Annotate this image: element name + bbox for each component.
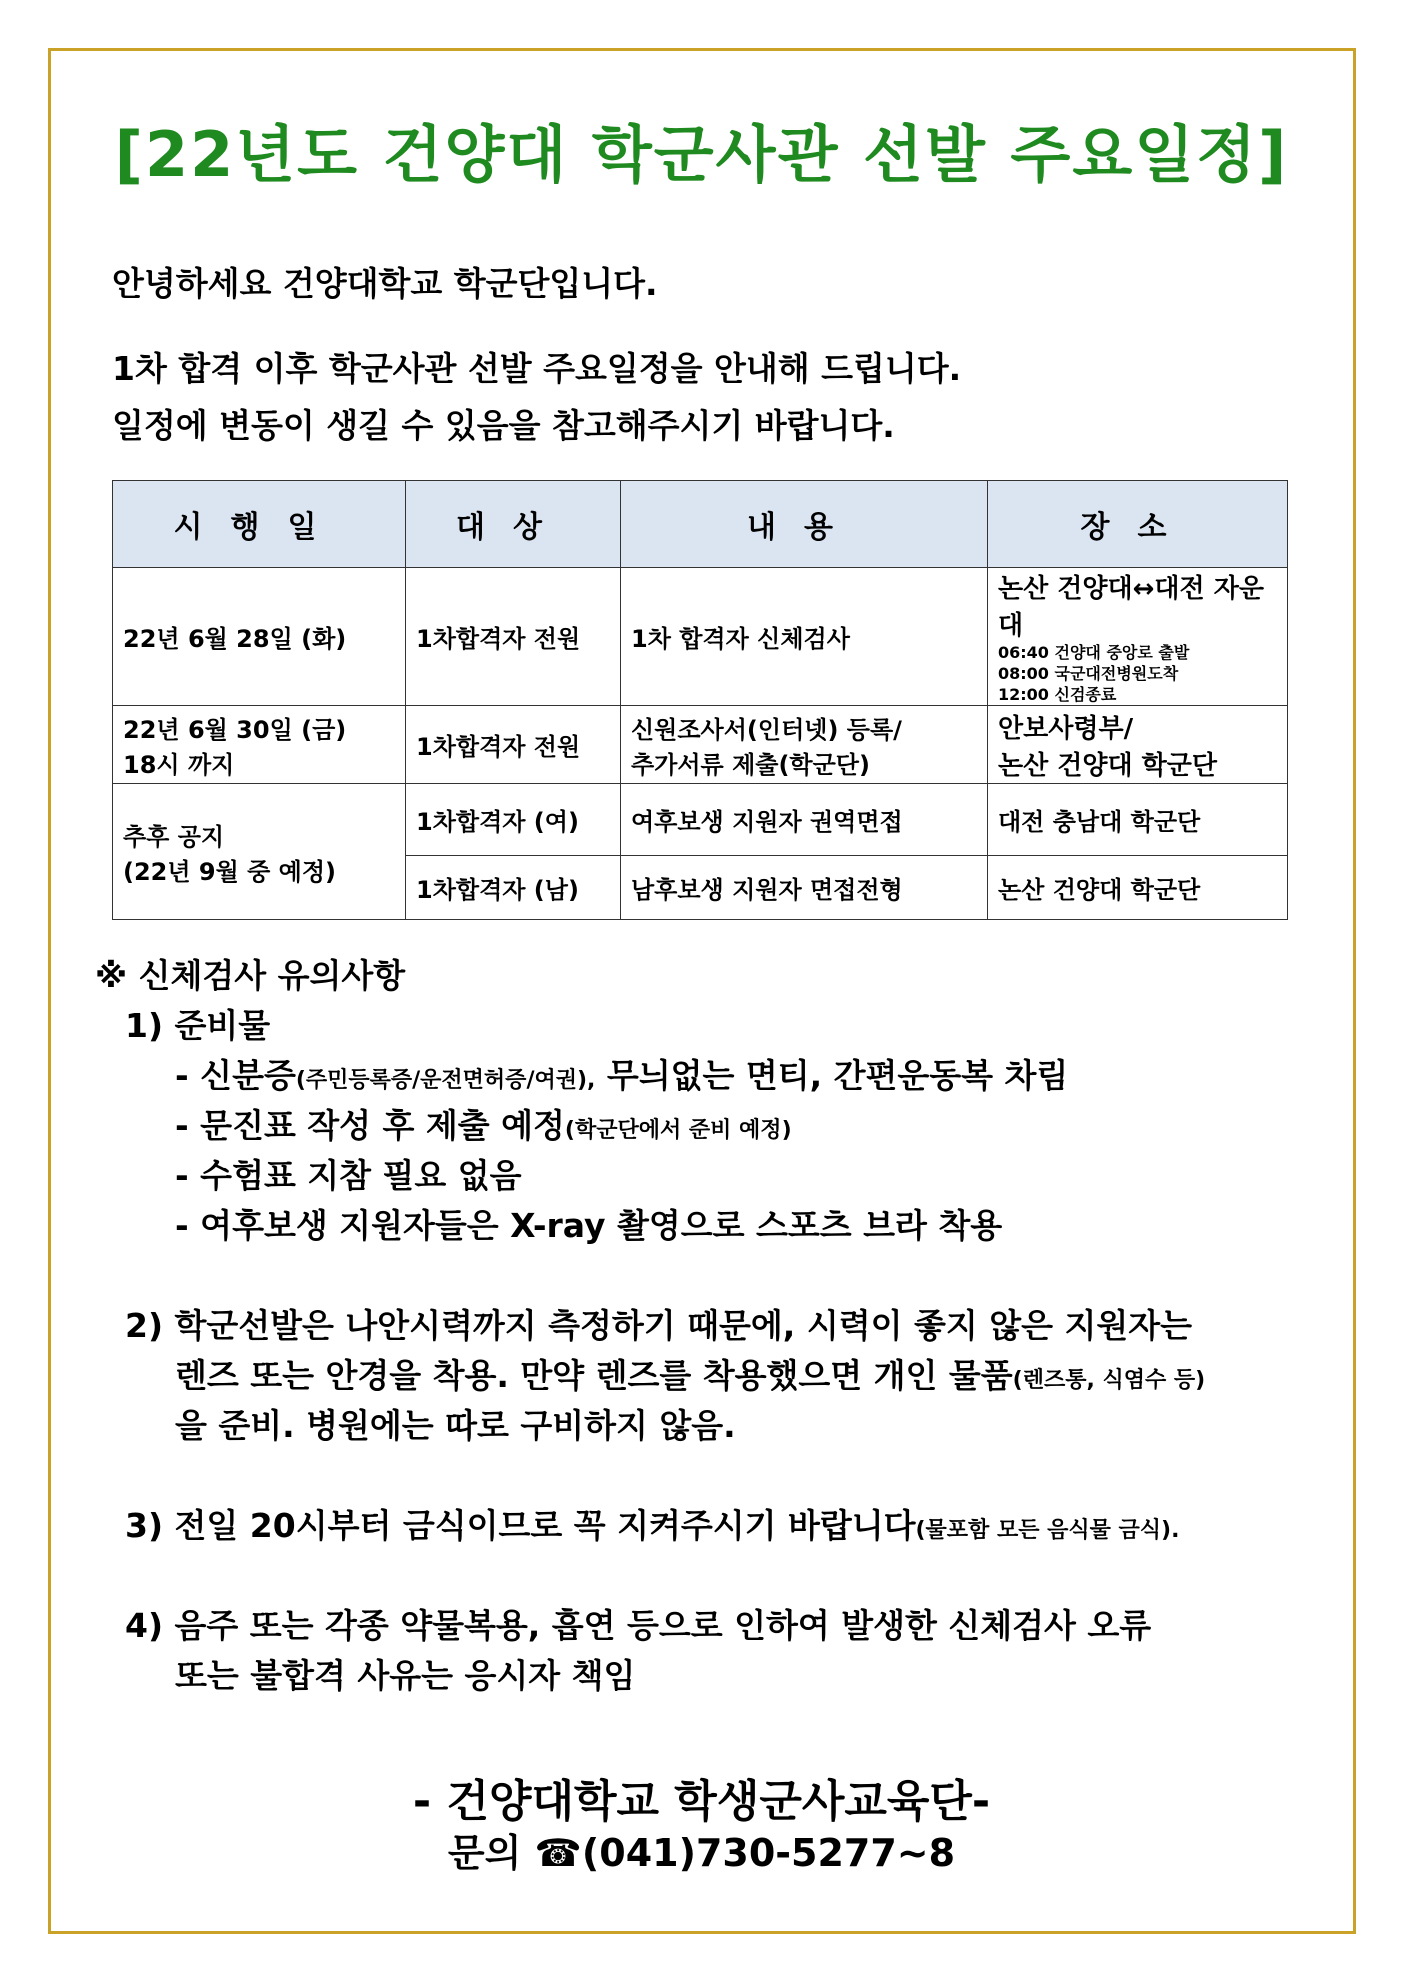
cell-target: 1차합격자 (여) xyxy=(406,784,621,856)
table-row xyxy=(113,706,1288,784)
notes-item-3 xyxy=(125,1500,1179,1547)
footer-organization: - 건양대학교 학생군사교육단- xyxy=(412,1776,991,1827)
cell-place: 대전 충남대 학군단 xyxy=(988,784,1288,856)
date-line-1: 추후 공지 xyxy=(123,822,225,851)
intro-greeting: 안녕하세요 건양대학교 학군단입니다. xyxy=(112,264,658,303)
notes-item-2-line-3: 을 준비. 병원에는 따로 구비하지 않음. xyxy=(175,1406,736,1445)
date-line-2: (22년 9월 중 예정) xyxy=(123,857,337,886)
cell-content: 남후보생 지원자 면접전형 xyxy=(621,856,988,920)
notes-item-2-line-2 xyxy=(175,1350,1205,1397)
note-text: - 문진표 작성 후 제출 예정 xyxy=(175,1106,565,1145)
date-line-2: 18시 까지 xyxy=(123,750,235,779)
note-text: - 신분증 xyxy=(175,1056,296,1095)
intro-line-2: 1차 합격 이후 학군사관 선발 주요일정을 안내해 드립니다. xyxy=(112,349,962,388)
cell-date xyxy=(113,784,406,920)
cell-target: 1차합격자 (남) xyxy=(406,856,621,920)
page-title: [22년도 건양대 학군사관 선발 주요일정] xyxy=(114,118,1289,191)
note-small-text: (학군단에서 준비 예정) xyxy=(564,1118,792,1143)
date-line-1: 22년 6월 30일 (금) xyxy=(123,715,347,744)
cell-content: 1차 합격자 신체검사 xyxy=(621,568,988,706)
footer-contact: 문의 ☎(041)730-5277~8 xyxy=(447,1831,956,1875)
notes-item-1-d: - 여후보생 지원자들은 X-ray 촬영으로 스포츠 브라 착용 xyxy=(175,1206,1003,1245)
header-place: 장소 xyxy=(988,481,1288,568)
notes-item-4-line-2: 또는 불합격 사유는 응시자 책임 xyxy=(175,1656,636,1695)
place-route: 논산 건양대↔대전 자운대 xyxy=(998,574,1264,641)
cell-target: 1차합격자 전원 xyxy=(406,568,621,706)
cell-target: 1차합격자 전원 xyxy=(406,706,621,784)
notes-item-4-line-1: 4) 음주 또는 각종 약물복용, 흡연 등으로 인하여 발생한 신체검사 오류 xyxy=(125,1606,1152,1645)
notes-heading: ※ 신체검사 유의사항 xyxy=(95,956,406,995)
note-text: 렌즈 또는 안경을 착용. 만약 렌즈를 착용했으면 개인 물품 xyxy=(175,1356,1013,1395)
note-small-text: (주민등록증/운전면허증/여권), xyxy=(295,1068,596,1093)
note-text: 무늬없는 면티, 간편운동복 차림 xyxy=(595,1056,1069,1095)
cell-place xyxy=(988,568,1288,706)
cell-place xyxy=(988,706,1288,784)
cell-content: 여후보생 지원자 권역면접 xyxy=(621,784,988,856)
content-line-1: 신원조사서(인터넷) 등록/ xyxy=(631,715,902,744)
note-small-text: (렌즈통, 식염수 등) xyxy=(1012,1368,1206,1393)
place-line-2: 논산 건양대 학군단 xyxy=(998,750,1218,781)
notes-item-2-line-1: 2) 학군선발은 나안시력까지 측정하기 때문에, 시력이 좋지 않은 지원자는 xyxy=(125,1306,1192,1345)
intro-line-3: 일정에 변동이 생길 수 있음을 참고해주시기 바랍니다. xyxy=(112,406,895,445)
schedule-table xyxy=(112,480,1288,920)
cell-place: 논산 건양대 학군단 xyxy=(988,856,1288,920)
table-row xyxy=(113,568,1288,706)
header-date: 시행일 xyxy=(113,481,406,568)
content-line-2: 추가서류 제출(학군단) xyxy=(631,750,870,779)
note-small-text: (물포함 모든 음식물 금식). xyxy=(915,1518,1180,1543)
notes-item-1-c: - 수험표 지참 필요 없음 xyxy=(175,1156,522,1195)
cell-date xyxy=(113,706,406,784)
place-time-1: 06:40 건양대 중앙로 출발 xyxy=(998,643,1190,662)
cell-date: 22년 6월 28일 (화) xyxy=(113,568,406,706)
notes-item-1-a xyxy=(175,1050,1068,1097)
place-line-1: 안보사령부/ xyxy=(998,713,1134,744)
notes-item-1-title: 1) 준비물 xyxy=(125,1006,271,1045)
place-time-3: 12:00 신검종료 xyxy=(998,685,1117,704)
place-time-2: 08:00 국군대전병원도착 xyxy=(998,664,1179,683)
cell-content xyxy=(621,706,988,784)
table-row xyxy=(113,784,1288,856)
table-header-row xyxy=(113,481,1288,568)
header-target: 대상 xyxy=(406,481,621,568)
notes-item-1-b xyxy=(175,1100,792,1147)
header-content: 내용 xyxy=(621,481,988,568)
note-text: 3) 전일 20시부터 금식이므로 꼭 지켜주시기 바랍니다 xyxy=(125,1506,916,1545)
